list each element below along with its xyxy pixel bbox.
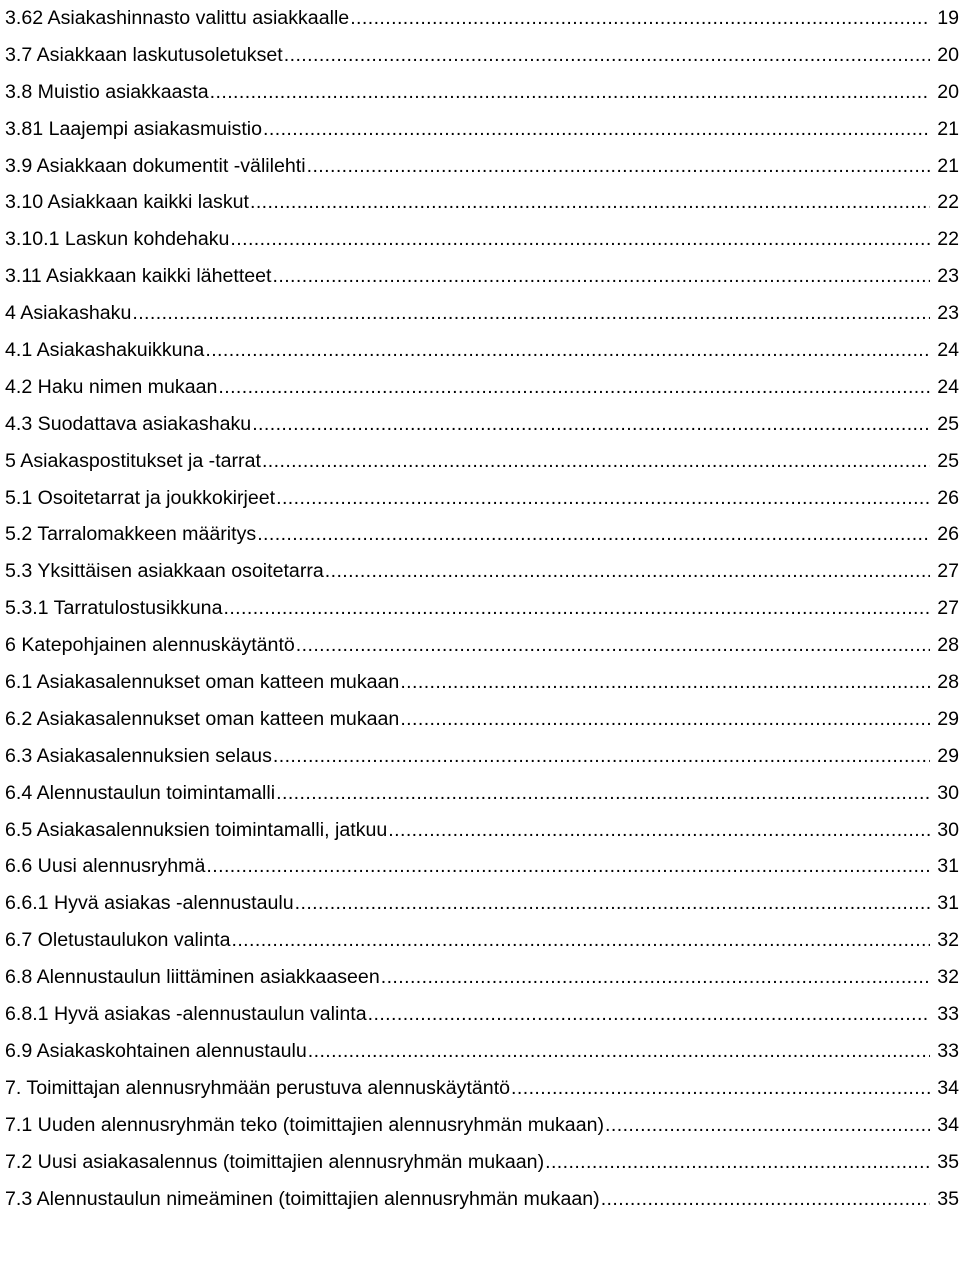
- toc-entry[interactable]: [5, 848, 959, 885]
- toc-entry[interactable]: [5, 959, 959, 996]
- toc-entry-title: 4.2 Haku nimen mukaan: [5, 375, 218, 398]
- toc-entry-page-number: 34: [937, 1113, 959, 1136]
- toc-entry-title: 6.9 Asiakaskohtainen alennustaulu: [5, 1039, 307, 1062]
- toc-entry-page-number: 29: [937, 707, 959, 730]
- toc-entry[interactable]: [5, 553, 959, 590]
- toc-entry-title: 3.81 Laajempi asiakasmuistio: [5, 117, 263, 140]
- toc-dot-leader: [230, 221, 930, 258]
- toc-entry-title: 4.1 Asiakashakuikkuna: [5, 339, 205, 362]
- toc-dot-leader: [388, 812, 930, 849]
- toc-dot-leader: [252, 406, 930, 443]
- toc-entry-title: 3.10 Asiakkaan kaikki laskut: [5, 191, 249, 214]
- toc-entry[interactable]: [5, 148, 959, 185]
- toc-entry[interactable]: [5, 775, 959, 812]
- toc-dot-leader: [307, 148, 930, 185]
- toc-entry-page-number: 26: [937, 486, 959, 509]
- toc-dot-leader: [511, 1070, 930, 1107]
- toc-entry-page-number: 30: [937, 781, 959, 804]
- toc-entry[interactable]: [5, 184, 959, 221]
- toc-entry-page-number: 27: [937, 560, 959, 583]
- toc-dot-leader: [218, 369, 930, 406]
- toc-entry-title: 7.3 Alennustaulun nimeäminen (toimittajien alennusryhmän mukaan): [5, 1187, 600, 1210]
- toc-entry[interactable]: [5, 701, 959, 738]
- toc-entry-page-number: 26: [937, 523, 959, 546]
- toc-dot-leader: [284, 37, 930, 74]
- toc-entry[interactable]: [5, 664, 959, 701]
- toc-entry-page-number: 25: [937, 412, 959, 435]
- toc-dot-leader: [605, 1107, 930, 1144]
- toc-entry-page-number: 21: [937, 117, 959, 140]
- toc-entry-page-number: 23: [937, 302, 959, 325]
- toc-entry[interactable]: [5, 627, 959, 664]
- toc-dot-leader: [400, 664, 930, 701]
- toc-entry-title: 5.2 Tarralomakkeen määritys: [5, 523, 257, 546]
- toc-entry-title: 4 Asiakashaku: [5, 302, 132, 325]
- toc-entry-page-number: 24: [937, 339, 959, 362]
- toc-entry-page-number: 20: [937, 43, 959, 66]
- toc-dot-leader: [350, 0, 930, 37]
- toc-entry-title: 7. Toimittajan alennusryhmään perustuva alennuskäytäntö: [5, 1076, 511, 1099]
- toc-dot-leader: [210, 74, 930, 111]
- toc-entry-page-number: 31: [937, 892, 959, 915]
- toc-dot-leader: [368, 996, 930, 1033]
- toc-entry[interactable]: [5, 922, 959, 959]
- toc-entry-title: 5.1 Osoitetarrat ja joukkokirjeet: [5, 486, 276, 509]
- toc-dot-leader: [132, 295, 930, 332]
- toc-entry[interactable]: [5, 738, 959, 775]
- toc-entry-page-number: 29: [937, 744, 959, 767]
- toc-entry-page-number: 34: [937, 1076, 959, 1099]
- toc-entry-title: 3.8 Muistio asiakkaasta: [5, 80, 209, 103]
- toc-entry[interactable]: [5, 369, 959, 406]
- toc-entry[interactable]: [5, 332, 959, 369]
- toc-entry-page-number: 23: [937, 265, 959, 288]
- toc-dot-leader: [276, 480, 930, 517]
- toc-entry-page-number: 24: [937, 375, 959, 398]
- toc-entry[interactable]: [5, 221, 959, 258]
- toc-entry[interactable]: [5, 111, 959, 148]
- toc-entry[interactable]: [5, 480, 959, 517]
- toc-entry[interactable]: [5, 406, 959, 443]
- toc-dot-leader: [206, 848, 930, 885]
- toc-entry[interactable]: [5, 1181, 959, 1218]
- toc-entry-title: 7.2 Uusi asiakasalennus (toimittajien alennusryhmän mukaan): [5, 1150, 545, 1173]
- toc-entry-page-number: 25: [937, 449, 959, 472]
- toc-entry[interactable]: [5, 0, 959, 37]
- toc-entry-title: 6.6 Uusi alennusryhmä: [5, 855, 206, 878]
- toc-entry-page-number: 35: [937, 1187, 959, 1210]
- toc-entry-page-number: 32: [937, 929, 959, 952]
- toc-entry-page-number: 35: [937, 1150, 959, 1173]
- toc-entry-page-number: 22: [937, 191, 959, 214]
- toc-entry-title: 3.9 Asiakkaan dokumentit -välilehti: [5, 154, 306, 177]
- toc-entry[interactable]: [5, 1070, 959, 1107]
- toc-dot-leader: [273, 258, 931, 295]
- toc-entry-page-number: 31: [937, 855, 959, 878]
- toc-entry-title: 6.6.1 Hyvä asiakas -alennustaulu: [5, 892, 294, 915]
- toc-dot-leader: [262, 443, 930, 480]
- toc-entry-title: 4.3 Suodattava asiakashaku: [5, 412, 252, 435]
- toc-dot-leader: [223, 590, 930, 627]
- toc-entry-page-number: 30: [937, 818, 959, 841]
- toc-entry-title: 6.3 Asiakasalennuksien selaus: [5, 744, 272, 767]
- toc-entry[interactable]: [5, 295, 959, 332]
- toc-entry-title: 3.11 Asiakkaan kaikki lähetteet: [5, 265, 272, 288]
- toc-dot-leader: [296, 627, 930, 664]
- toc-entry-page-number: 19: [937, 7, 959, 29]
- toc-dot-leader: [400, 701, 930, 738]
- toc-entry-title: 7.1 Uuden alennusryhmän teko (toimittajien alennusryhmän mukaan): [5, 1113, 605, 1136]
- toc-entry-title: 3.7 Asiakkaan laskutusoletukset: [5, 43, 283, 66]
- toc-entry[interactable]: [5, 590, 959, 627]
- toc-entry-page-number: 22: [937, 228, 959, 251]
- toc-dot-leader: [276, 775, 930, 812]
- toc-dot-leader: [205, 332, 930, 369]
- toc-entry-title: 5.3 Yksittäisen asiakkaan osoitetarra: [5, 560, 324, 583]
- toc-entry-title: 6.7 Oletustaulukon valinta: [5, 929, 231, 952]
- toc-entry[interactable]: [5, 37, 959, 74]
- toc-entry[interactable]: [5, 996, 959, 1033]
- toc-dot-leader: [381, 959, 930, 996]
- toc-entry[interactable]: [5, 885, 959, 922]
- toc-entry-page-number: 21: [937, 154, 959, 177]
- toc-entry-title: 6 Katepohjainen alennuskäytäntö: [5, 634, 295, 657]
- toc-entry[interactable]: [5, 516, 959, 553]
- toc-entry[interactable]: [5, 443, 959, 480]
- toc-entry-title: 5 Asiakaspostitukset ja -tarrat: [5, 449, 261, 472]
- table-of-contents: [5, 0, 959, 1217]
- toc-entry-title: 6.5 Asiakasalennuksien toimintamalli, jatkuu: [5, 818, 388, 841]
- toc-dot-leader: [545, 1144, 930, 1181]
- toc-entry-title: 6.4 Alennustaulun toimintamalli: [5, 781, 276, 804]
- toc-dot-leader: [257, 516, 930, 553]
- toc-entry-page-number: 32: [937, 966, 959, 989]
- toc-entry[interactable]: [5, 1107, 959, 1144]
- toc-entry-page-number: 28: [937, 634, 959, 657]
- toc-entry-page-number: 27: [937, 597, 959, 620]
- toc-entry-title: 3.62 Asiakashinnasto valittu asiakkaalle: [5, 7, 350, 29]
- toc-entry[interactable]: [5, 812, 959, 849]
- toc-entry[interactable]: [5, 74, 959, 111]
- toc-entry-page-number: 20: [937, 80, 959, 103]
- toc-entry-title: 6.8.1 Hyvä asiakas -alennustaulun valinta: [5, 1003, 367, 1026]
- toc-entry-page-number: 33: [937, 1003, 959, 1026]
- toc-entry-title: 5.3.1 Tarratulostusikkuna: [5, 597, 223, 620]
- toc-entry[interactable]: [5, 258, 959, 295]
- toc-dot-leader: [250, 184, 930, 221]
- toc-entry-page-number: 33: [937, 1039, 959, 1062]
- toc-entry-title: 6.8 Alennustaulun liittäminen asiakkaaseen: [5, 966, 380, 989]
- toc-entry[interactable]: [5, 1144, 959, 1181]
- toc-entry-title: 3.10.1 Laskun kohdehaku: [5, 228, 230, 251]
- toc-entry[interactable]: [5, 1033, 959, 1070]
- toc-dot-leader: [295, 885, 930, 922]
- toc-entry-page-number: 28: [937, 671, 959, 694]
- toc-dot-leader: [263, 111, 930, 148]
- toc-entry-title: 6.2 Asiakasalennukset oman katteen mukaan: [5, 707, 400, 730]
- toc-dot-leader: [308, 1033, 930, 1070]
- toc-dot-leader: [231, 922, 930, 959]
- toc-dot-leader: [601, 1181, 930, 1218]
- toc-dot-leader: [325, 553, 930, 590]
- toc-entry-title: 6.1 Asiakasalennukset oman katteen mukaan: [5, 671, 400, 694]
- toc-dot-leader: [273, 738, 930, 775]
